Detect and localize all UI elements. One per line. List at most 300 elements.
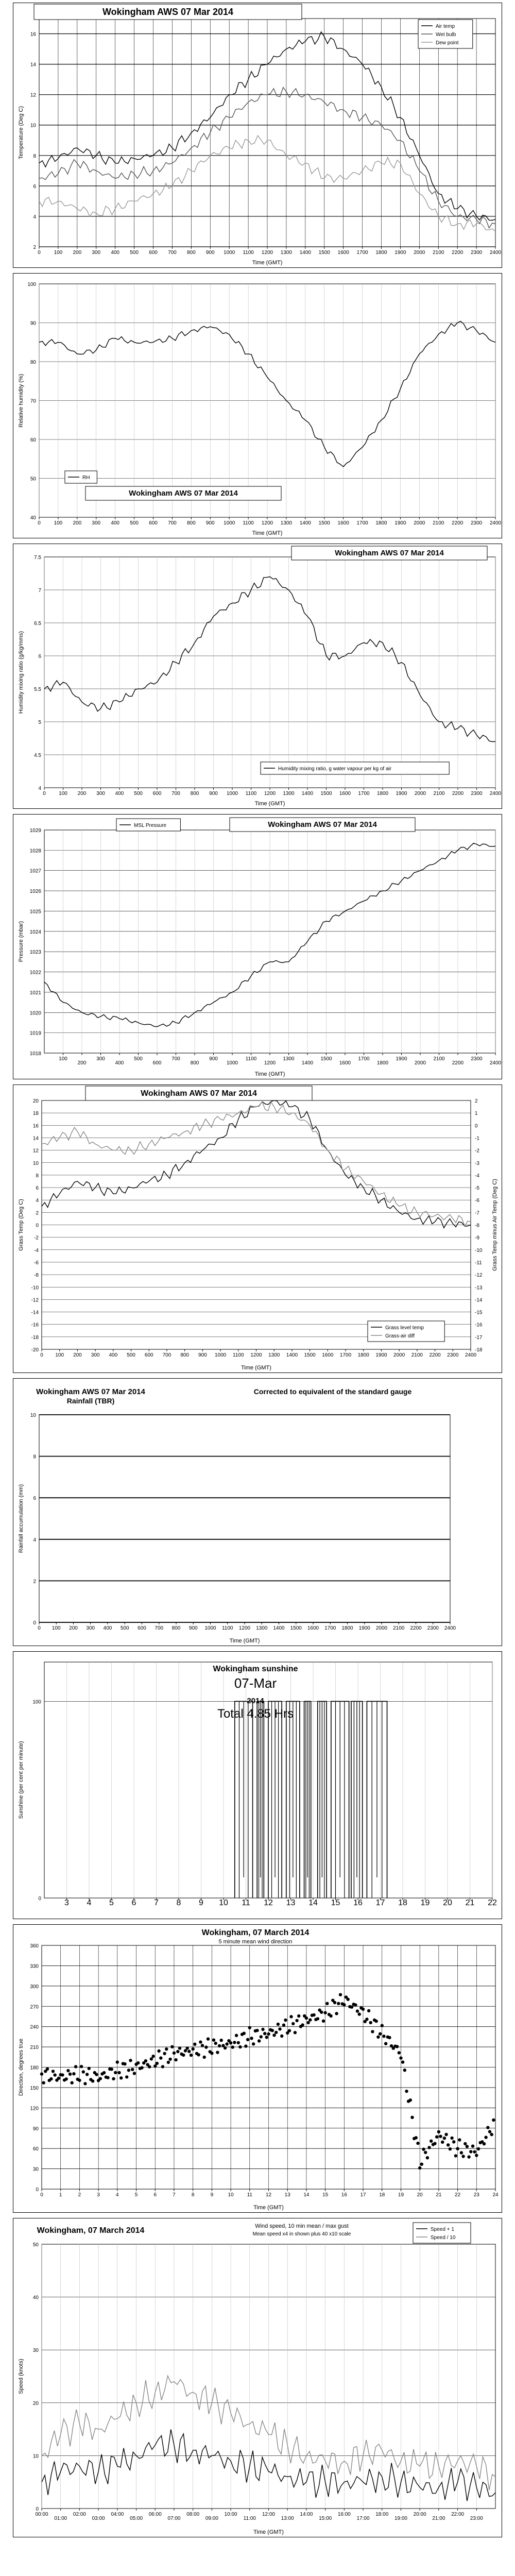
legend-label: Grass level temp (385, 1325, 424, 1331)
y2-tick-label: -14 (475, 1297, 483, 1303)
sunshine-chart (13, 1651, 502, 1919)
direction-point (133, 2072, 136, 2075)
x-tick-label: 2400 (489, 1060, 502, 1066)
x-tick-label: 2400 (489, 520, 502, 526)
direction-point (267, 2032, 270, 2036)
y2-tick-label: 2 (475, 1098, 478, 1104)
y-tick-label: 10 (32, 1160, 39, 1166)
x-tick-label: 400 (103, 1625, 112, 1631)
x-tick-label: 2300 (471, 791, 483, 796)
grass-temp-chart (13, 1084, 502, 1373)
chart-date: 07-Mar (234, 1675, 277, 1691)
x-tick-label: 4 (116, 2192, 119, 2198)
direction-point (399, 2056, 402, 2059)
x-tick-label: 2000 (414, 791, 426, 796)
humidity-chart (13, 273, 502, 538)
chart-title: Wokingham AWS 07 Mar 2014 (36, 1387, 145, 1396)
direction-point (312, 2013, 315, 2016)
y-tick-label: 6 (36, 1185, 39, 1192)
y-axis-label: Grass Temp (Deg C) (18, 1199, 24, 1251)
x-tick-label: 1700 (339, 1352, 352, 1358)
x-tick-label: 06:00 (148, 2512, 162, 2517)
y-tick-label: 20 (32, 2400, 39, 2406)
x-tick-label: 100 (59, 1056, 67, 1062)
x-tick-label: 17 (375, 1899, 385, 1907)
direction-point (342, 2003, 346, 2006)
y-tick-label: 6 (33, 183, 36, 190)
x-tick-label: 1700 (356, 520, 368, 526)
y-tick-label: 1018 (29, 1051, 41, 1057)
direction-point (68, 2073, 72, 2076)
direction-point (367, 2009, 370, 2012)
x-tick-label: 19 (420, 1899, 430, 1907)
chart-title: Wokingham sunshine (213, 1665, 298, 1673)
direction-point (265, 2036, 268, 2039)
x-tick-label: 17 (360, 2192, 366, 2198)
direction-point (192, 2047, 195, 2050)
y-tick-label: 80 (30, 360, 36, 365)
x-tick-label: 1700 (358, 791, 370, 796)
direction-point (388, 2036, 391, 2039)
direction-point (452, 2140, 455, 2143)
x-tick-label: 05:00 (130, 2516, 143, 2521)
y-tick-label: 360 (30, 1943, 39, 1949)
x-axis-label: Time (GMT) (253, 2205, 284, 2211)
x-tick-label: 19 (398, 2192, 404, 2198)
x-tick-label: 0 (43, 791, 46, 796)
x-tick-label: 1200 (264, 1060, 276, 1066)
x-tick-label: 2100 (433, 1056, 445, 1062)
y-tick-label: 1028 (29, 848, 41, 854)
y-tick-label: -6 (34, 1260, 39, 1266)
direction-point (156, 2062, 159, 2065)
x-tick-label: 2200 (452, 520, 464, 526)
y-tick-label: 6.5 (34, 621, 41, 626)
x-tick-label: 14:00 (300, 2512, 313, 2517)
y-tick-label: -12 (31, 1297, 39, 1303)
x-tick-label: 1600 (337, 520, 349, 526)
direction-point (362, 2008, 365, 2011)
x-tick-label: 18:00 (375, 2512, 389, 2517)
direction-point (365, 2018, 368, 2021)
direction-point (91, 2079, 94, 2082)
x-tick-label: 1900 (396, 791, 407, 796)
direction-point (46, 2067, 49, 2071)
x-tick-label: 1300 (280, 250, 293, 256)
x-tick-label: 1100 (243, 520, 254, 526)
x-tick-label: 1500 (320, 791, 332, 796)
direction-point (102, 2071, 106, 2074)
x-tick-label: 1600 (339, 1060, 351, 1066)
x-tick-label: 2200 (452, 250, 464, 256)
x-tick-label: 1700 (356, 250, 368, 256)
x-tick-label: 100 (55, 1352, 64, 1358)
x-tick-label: 2100 (433, 250, 444, 256)
mixing-ratio-chart (13, 544, 502, 809)
x-tick-label: 700 (162, 1352, 171, 1358)
y-tick-label: 10 (30, 123, 36, 129)
chart-total: Total 4.85 Hrs (217, 1707, 294, 1721)
x-tick-label: 100 (52, 1625, 61, 1631)
x-tick-label: 19:00 (394, 2516, 407, 2521)
y-tick-label: 7.5 (34, 555, 41, 561)
x-tick-label: 22 (488, 1899, 497, 1907)
direction-point (49, 2077, 53, 2080)
y2-tick-label: -17 (475, 1334, 483, 1341)
x-axis-label: Time (GMT) (253, 2529, 284, 2535)
direction-point (356, 2009, 359, 2012)
y-axis-label: Humidity mixing ratio (g/kg/mms) (18, 631, 24, 714)
direction-point (384, 2042, 387, 2045)
x-tick-label: 1700 (358, 1056, 370, 1062)
y-tick-label: 1023 (29, 950, 41, 956)
x-tick-label: 7 (173, 2192, 176, 2198)
x-tick-label: 1300 (283, 1056, 295, 1062)
x-tick-label: 10 (228, 2192, 234, 2198)
direction-point (444, 2133, 448, 2136)
direction-point (350, 2006, 353, 2009)
direction-point (316, 2017, 319, 2020)
y-tick-label: 4 (38, 786, 41, 791)
direction-point (220, 2039, 223, 2042)
x-tick-label: 2200 (410, 1625, 422, 1631)
x-tick-label: 700 (154, 1625, 164, 1631)
y-tick-label: 10 (30, 1413, 36, 1418)
direction-point (116, 2060, 119, 2063)
x-tick-label: 23:00 (470, 2516, 483, 2521)
direction-point (165, 2047, 168, 2050)
y-tick-label: 16 (32, 1123, 39, 1129)
x-tick-label: 1700 (324, 1625, 336, 1631)
x-tick-label: 500 (130, 520, 139, 526)
x-tick-label: 600 (149, 520, 158, 526)
x-tick-label: 800 (171, 1625, 181, 1631)
x-tick-label: 500 (120, 1625, 129, 1631)
wind-direction-chart (13, 1924, 502, 2213)
y-tick-label: 4 (36, 1198, 39, 1204)
y2-tick-label: -7 (475, 1210, 479, 1216)
y-tick-label: 16 (30, 31, 36, 38)
x-tick-label: 900 (205, 520, 215, 526)
direction-point (231, 2045, 234, 2048)
x-tick-label: 1500 (318, 250, 330, 256)
x-tick-label: 1400 (299, 250, 311, 256)
x-tick-label: 500 (134, 1056, 143, 1062)
direction-point (427, 2146, 431, 2149)
chart-title: Wokingham, 07 March 2014 (37, 2226, 145, 2235)
y2-tick-label: -15 (475, 1310, 483, 1316)
x-tick-label: 1800 (375, 520, 387, 526)
direction-point (371, 2030, 374, 2033)
x-tick-label: 1500 (320, 1056, 332, 1062)
direction-point (204, 2045, 208, 2048)
direction-point (85, 2073, 89, 2076)
direction-point (127, 2069, 130, 2072)
direction-point (381, 2024, 384, 2027)
y-tick-label: 0 (36, 1223, 39, 1229)
x-tick-label: 200 (77, 791, 87, 796)
x-axis-label: Time (GMT) (252, 530, 283, 536)
x-tick-label: 2300 (447, 1352, 459, 1358)
direction-point (426, 2156, 429, 2159)
x-tick-label: 1900 (394, 250, 406, 256)
x-tick-label: 21 (436, 2192, 442, 2198)
y2-tick-label: -12 (475, 1273, 483, 1279)
direction-point (475, 2154, 478, 2157)
direction-point (150, 2057, 153, 2060)
x-tick-label: 04:00 (111, 2512, 124, 2517)
direction-point (42, 2081, 45, 2084)
direction-point (439, 2135, 442, 2138)
direction-point (433, 2142, 436, 2145)
direction-point (484, 2136, 487, 2139)
direction-point (396, 2045, 399, 2048)
y-tick-label: 14 (30, 62, 36, 68)
direction-point (454, 2154, 457, 2157)
x-axis-label: Time (GMT) (229, 1638, 260, 1644)
chart-subtitle: Rainfall (TBR) (66, 1397, 115, 1405)
x-tick-label: 2000 (414, 1060, 426, 1066)
y-tick-label: 60 (32, 2146, 39, 2153)
direction-point (335, 2012, 338, 2015)
direction-point (190, 2054, 193, 2057)
direction-point (99, 2077, 102, 2080)
legend-label: RH (82, 475, 90, 481)
y-tick-label: -8 (34, 1273, 39, 1279)
x-tick-label: 8 (191, 2192, 195, 2198)
x-tick-label: 9 (210, 2192, 214, 2198)
direction-point (403, 2069, 406, 2072)
x-tick-label: 800 (190, 1060, 199, 1066)
x-tick-label: 200 (73, 250, 82, 256)
x-tick-label: 2400 (489, 791, 502, 796)
y2-tick-label: -13 (475, 1285, 483, 1291)
direction-point (358, 2012, 361, 2015)
x-tick-label: 1800 (357, 1352, 369, 1358)
y-tick-label: 300 (30, 1984, 39, 1990)
direction-point (337, 2002, 340, 2005)
x-tick-label: 0 (40, 2192, 43, 2198)
x-tick-label: 24 (492, 2192, 499, 2198)
x-tick-label: 12:00 (262, 2512, 276, 2517)
y2-tick-label: -2 (475, 1148, 479, 1154)
x-tick-label: 700 (171, 791, 180, 796)
x-tick-label: 300 (86, 1625, 95, 1631)
x-tick-label: 11 (247, 2192, 252, 2198)
y2-tick-label: -4 (475, 1173, 479, 1179)
y-tick-label: -16 (31, 1322, 39, 1328)
x-tick-label: 00:00 (35, 2512, 48, 2517)
x-tick-label: 23 (473, 2192, 479, 2198)
direction-point (174, 2058, 177, 2061)
direction-point (410, 2116, 414, 2119)
x-tick-label: 1400 (299, 520, 311, 526)
x-tick-label: 1600 (307, 1625, 319, 1631)
y-axis-label: Direction, degrees true (18, 2038, 24, 2096)
y2-tick-label: -6 (475, 1198, 479, 1204)
direction-point (458, 2138, 461, 2141)
direction-point (248, 2026, 251, 2029)
chart-title: Wokingham, 07 March 2014 (201, 1928, 310, 1937)
direction-point (252, 2042, 255, 2045)
x-tick-label: 100 (59, 791, 67, 796)
direction-point (61, 2073, 64, 2076)
direction-point (347, 1998, 350, 2001)
direction-point (354, 2003, 357, 2006)
y-tick-label: 240 (30, 2024, 39, 2030)
direction-point (261, 2028, 264, 2031)
x-tick-label: 1200 (238, 1625, 251, 1631)
y-tick-label: 90 (30, 320, 36, 327)
direction-point (255, 2029, 259, 2032)
y-axis-label: Speed (knots) (18, 2359, 24, 2394)
x-tick-label: 4 (87, 1899, 92, 1907)
x-tick-label: 500 (134, 791, 143, 796)
direction-point (161, 2065, 164, 2068)
x-tick-label: 200 (69, 1625, 78, 1631)
legend-label: Wet bulb (436, 32, 456, 38)
x-tick-label: 1300 (268, 1352, 280, 1358)
x-tick-label: 2400 (444, 1625, 456, 1631)
direction-point (471, 2144, 474, 2147)
direction-point (65, 2077, 68, 2080)
direction-point (224, 2046, 227, 2049)
x-tick-label: 2200 (452, 1060, 464, 1066)
x-tick-label: 1300 (256, 1625, 268, 1631)
direction-point (469, 2150, 472, 2153)
direction-point (201, 2044, 204, 2047)
direction-point (306, 2021, 310, 2024)
x-tick-label: 13 (284, 2192, 290, 2198)
chart-title: Wokingham AWS 07 Mar 2014 (141, 1089, 257, 1098)
x-tick-label: 09:00 (205, 2516, 218, 2521)
chart-subtitle: Wind speed, 10 min mean / max gust (255, 2223, 349, 2229)
direction-point (405, 2090, 408, 2093)
direction-point (320, 2011, 323, 2014)
x-tick-label: 7 (154, 1899, 159, 1907)
y-tick-label: 7 (38, 588, 41, 594)
direction-point (435, 2136, 438, 2139)
direction-point (329, 2014, 332, 2018)
x-tick-label: 22 (455, 2192, 461, 2198)
x-tick-label: 9 (199, 1899, 203, 1907)
direction-point (186, 2046, 189, 2049)
x-tick-label: 18 (379, 2192, 385, 2198)
x-tick-label: 11 (242, 1899, 250, 1907)
y-tick-label: 30 (32, 2166, 39, 2173)
direction-point (295, 2019, 298, 2022)
y-tick-label: 1024 (29, 929, 41, 935)
direction-point (449, 2147, 452, 2150)
x-tick-label: 1000 (204, 1625, 216, 1631)
y-axis-label: Relative humidity (%) (18, 374, 24, 428)
direction-point (272, 2033, 276, 2037)
x-tick-label: 2400 (489, 250, 502, 256)
x-tick-label: 1000 (226, 791, 238, 796)
direction-point (376, 2036, 380, 2039)
x-tick-label: 2200 (429, 1352, 441, 1358)
direction-point (284, 2019, 287, 2022)
direction-point (294, 2031, 297, 2034)
x-tick-label: 16 (353, 1899, 363, 1907)
y-tick-label: 20 (32, 1098, 39, 1104)
x-tick-label: 100 (54, 520, 63, 526)
direction-point (280, 2035, 283, 2038)
direction-point (263, 2032, 266, 2035)
x-tick-label: 300 (92, 250, 101, 256)
direction-point (418, 2166, 421, 2170)
y-tick-label: 1027 (29, 868, 41, 874)
y-tick-label: 5 (38, 720, 41, 725)
x-tick-label: 300 (91, 1352, 100, 1358)
x-tick-label: 08:00 (186, 2512, 200, 2517)
direction-point (117, 2071, 121, 2074)
direction-point (416, 2142, 419, 2145)
x-tick-label: 1600 (322, 1352, 334, 1358)
x-tick-label: 10 (219, 1899, 228, 1907)
x-tick-label: 2000 (414, 520, 425, 526)
rainfall-chart (13, 1378, 502, 1646)
x-tick-label: 1500 (318, 520, 330, 526)
direction-point (214, 2042, 217, 2045)
y2-tick-label: -9 (475, 1235, 479, 1241)
y-tick-label: 40 (32, 2295, 39, 2301)
x-tick-label: 1500 (304, 1352, 316, 1358)
direction-point (467, 2155, 470, 2158)
x-axis-label: Time (GMT) (252, 260, 283, 266)
x-tick-label: 400 (115, 791, 124, 796)
x-tick-label: 1 (59, 2192, 62, 2198)
x-tick-label: 1400 (286, 1352, 298, 1358)
y-tick-label: 1021 (29, 990, 41, 996)
x-tick-label: 01:00 (54, 2516, 67, 2521)
y2-tick-label: -16 (475, 1322, 483, 1328)
x-tick-label: 700 (171, 1056, 180, 1062)
x-tick-label: 500 (127, 1352, 135, 1358)
y2-tick-label: -1 (475, 1136, 479, 1142)
y-tick-label: 0 (36, 2506, 39, 2512)
x-tick-label: 900 (198, 1352, 207, 1358)
y2-tick-label: -11 (475, 1260, 482, 1266)
x-tick-label: 1100 (221, 1625, 233, 1631)
direction-point (57, 2077, 60, 2080)
x-tick-label: 1800 (375, 250, 387, 256)
y-tick-label: 1020 (29, 1010, 41, 1016)
y-axis-label: Pressure (mbar) (18, 921, 24, 962)
direction-point (80, 2065, 83, 2068)
x-tick-label: 300 (92, 520, 101, 526)
y-tick-label: 1025 (29, 909, 41, 915)
x-tick-label: 600 (144, 1352, 153, 1358)
x-tick-label: 5 (109, 1899, 114, 1907)
direction-point (447, 2143, 450, 2146)
direction-point (486, 2126, 489, 2129)
direction-point (243, 2032, 246, 2035)
x-tick-label: 22:00 (451, 2512, 465, 2517)
y2-tick-label: -18 (475, 1347, 483, 1353)
direction-point (148, 2065, 151, 2068)
x-tick-label: 700 (168, 250, 177, 256)
direction-point (187, 2050, 191, 2053)
x-tick-label: 21 (465, 1899, 475, 1907)
x-tick-label: 12 (264, 1899, 273, 1907)
x-axis-label: Time (GMT) (241, 1365, 271, 1371)
direction-point (237, 2041, 240, 2044)
y-tick-label: 8 (36, 1173, 39, 1179)
x-tick-label: 15:00 (319, 2516, 332, 2521)
y-tick-label: 8 (33, 1454, 36, 1460)
y-tick-label: 70 (30, 398, 36, 404)
